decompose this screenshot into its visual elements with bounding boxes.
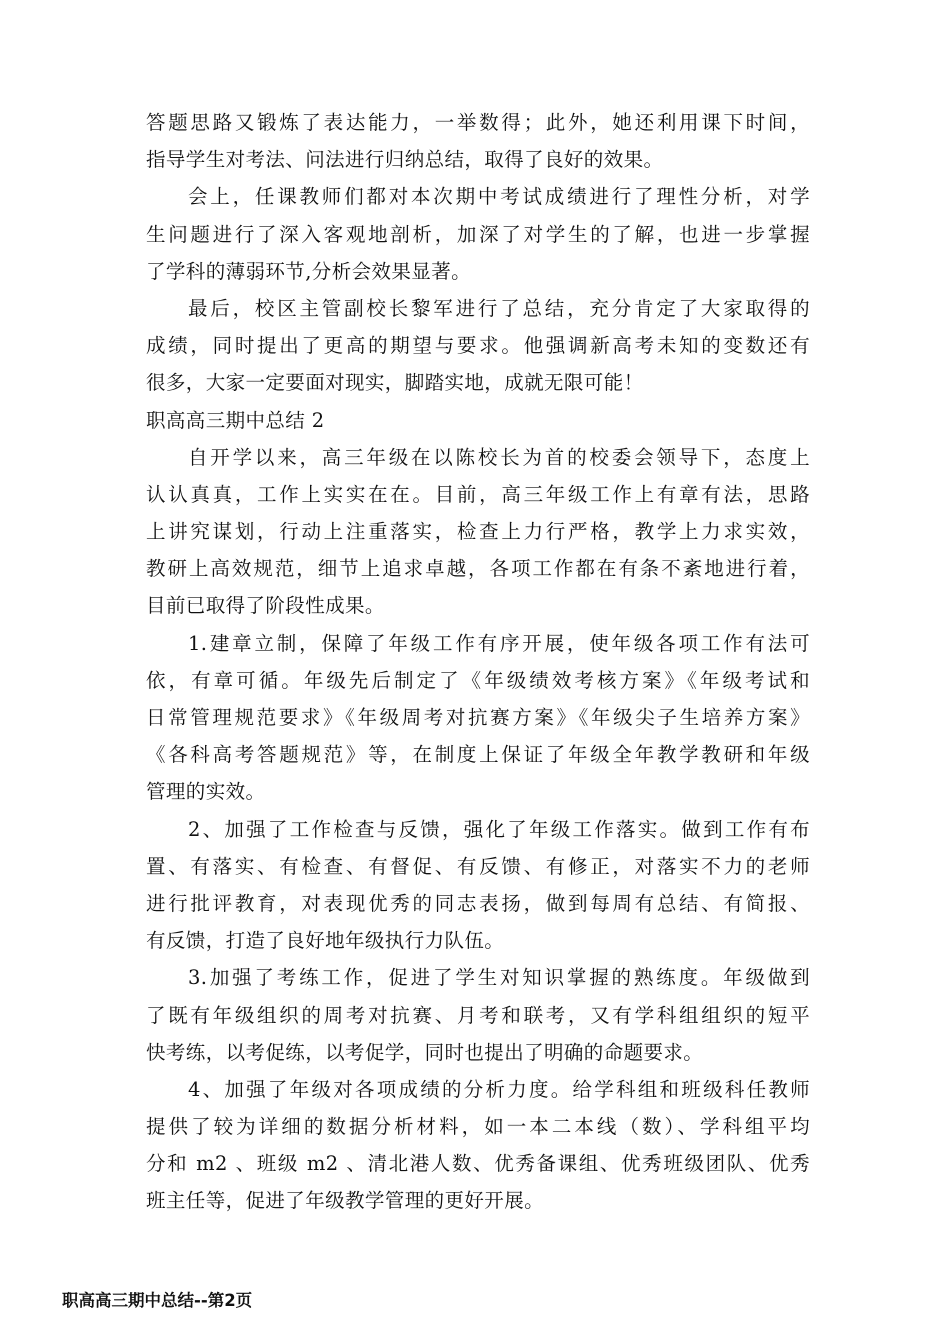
text-line: 目前已取得了阶段性成果。 xyxy=(146,594,385,618)
text-line: 《各科高考答题规范》等，在制度上保证了年级全年教学教研和年级 xyxy=(146,743,810,767)
text-line: 置、有落实、有检查、有督促、有反馈、有修正，对落实不力的老师 xyxy=(146,854,810,878)
text-line: 上讲究谋划，行动上注重落实，检查上力行严格，教学上力求实效， xyxy=(146,520,810,544)
text-line: 了既有年级组织的周考对抗赛、月考和联考，又有学科组组织的短平 xyxy=(146,1003,810,1027)
text-line: 自开学以来，高三年级在以陈校长为首的校委会领导下，态度上 xyxy=(188,445,810,469)
text-line: 快考练，以考促练，以考促学，同时也提出了明确的命题要求。 xyxy=(146,1040,704,1064)
text-line: 依，有章可循。年级先后制定了《年级绩效考核方案》《年级考试和 xyxy=(146,668,810,692)
text-line: 答题思路又锻炼了表达能力，一举数得；此外，她还利用课下时间， xyxy=(146,111,810,134)
document-body xyxy=(146,104,810,1220)
text-line: 指导学生对考法、问法进行归纳总结，取得了良好的效果。 xyxy=(146,148,664,172)
text-line: 班主任等，促进了年级教学管理的更好开展。 xyxy=(146,1189,545,1213)
text-line: 很多，大家一定要面对现实，脚踏实地，成就无限可能！ xyxy=(146,371,644,395)
text-line: 成绩，同时提出了更高的期望与要求。他强调新高考未知的变数还有 xyxy=(146,334,810,358)
text-line: 最后，校区主管副校长黎军进行了总结，充分肯定了大家取得的 xyxy=(188,296,810,320)
text-line: 4、加强了年级对各项成绩的分析力度。给学科组和班级科任教师 xyxy=(188,1077,810,1101)
text-line: 1.建章立制，保障了年级工作有序开展，使年级各项工作有法可 xyxy=(188,631,810,655)
section-heading: 职高高三期中总结 2 xyxy=(146,408,325,432)
text-line: 提供了较为详细的数据分析材料，如一本二本线（数）、学科组平均 xyxy=(146,1115,810,1139)
page-footer: 职高高三期中总结--第2页 xyxy=(62,1291,253,1310)
text-line: 有反馈，打造了良好地年级执行力队伍。 xyxy=(146,929,505,953)
text-line: 生问题进行了深入客观地剖析，加深了对学生的了解，也进一步掌握 xyxy=(146,222,810,246)
text-line: 2、加强了工作检查与反馈，强化了年级工作落实。做到工作有布 xyxy=(188,817,810,841)
text-line: 进行批评教育，对表现优秀的同志表扬，做到每周有总结、有简报、 xyxy=(146,891,810,915)
text-line: 认认真真，工作上实实在在。目前，高三年级工作上有章有法，思路 xyxy=(146,482,810,506)
text-line: 会上，任课教师们都对本次期中考试成绩进行了理性分析，对学 xyxy=(188,185,810,209)
text-line: 了学科的薄弱环节,分析会效果显著。 xyxy=(146,259,471,283)
text-line: 3.加强了考练工作，促进了学生对知识掌握的熟练度。年级做到 xyxy=(188,966,810,990)
text-line: 日常管理规范要求》《年级周考对抗赛方案》《年级尖子生培养方案》 xyxy=(146,706,810,729)
text-line: 教研上高效规范，细节上追求卓越，各项工作都在有条不紊地进行着， xyxy=(146,557,810,581)
text-line: 管理的实效。 xyxy=(146,780,266,804)
text-line: 分和 m2 、班级 m2 、清北港人数、优秀备课组、优秀班级团队、优秀 xyxy=(146,1152,810,1176)
